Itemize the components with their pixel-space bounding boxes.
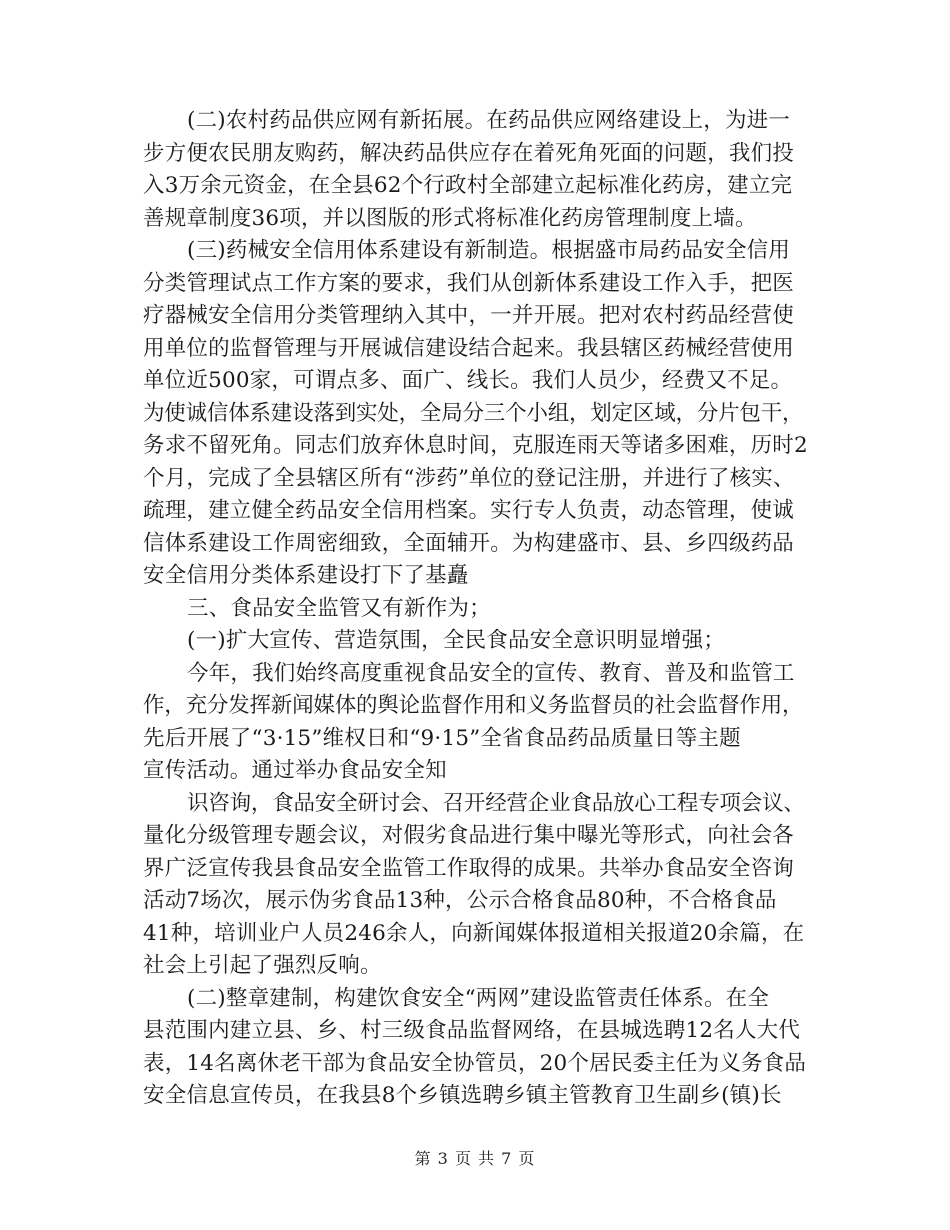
text-line: 用单位的监督管理与开展诚信建设结合起来。我县辖区药械经营使用	[143, 335, 795, 361]
text-line: (二)农村药品供应网有新拓展。在药品供应网络建设上，为进一	[187, 108, 791, 133]
text-line: 表，14名离休老干部为食品安全协管员，20个居民委主任为义务食品	[143, 1050, 807, 1076]
text-line: 入3万余元资金，在全县62个行政村全部建立起标准化药房，建立完	[143, 173, 793, 198]
text-line: 步方便农民朋友购药，解决药品供应存在着死角死面的问题，我们投	[143, 140, 795, 166]
text-line: 分类管理试点工作方案的要求，我们从创新体系建设工作入手，把医	[143, 270, 795, 296]
text-line: 单位近500家，可谓点多、面广、线长。我们人员少，经费又不足。	[143, 368, 793, 393]
document-body	[143, 105, 808, 1113]
text-line: 量化分级管理专题会议，对假劣食品进行集中曝光等形式，向社会各	[143, 823, 795, 848]
text-line: 三、食品安全监管又有新作为；	[187, 595, 491, 621]
text-line: 县范围内建立县、乡、村三级食品监督网络，在县城选聘12名人大代	[143, 1018, 801, 1043]
text-line: 为使诚信体系建设落到实处，全局分三个小组，划定区域，分片包干，	[143, 400, 804, 426]
text-line: (一)扩大宣传、营造氛围，全民食品安全意识明显增强；	[187, 628, 725, 653]
text-line: 界广泛宣传我县食品安全监管工作取得的成果。共举办食品安全咨询	[143, 855, 795, 881]
text-line: 疏理，建立健全药品安全信用档案。实行专人负责，动态管理，使诚	[143, 498, 795, 523]
text-line: 活动7场次，展示伪劣食品13种，公示合格食品80种，不合格食品	[143, 888, 777, 913]
page-footer: 第 3 页 共 7 页	[414, 1149, 536, 1168]
text-line: 信体系建设工作周密细致，全面辅开。为构建盛市、县、乡四级药品	[143, 530, 795, 556]
text-line: 社会上引起了强烈反响。	[143, 953, 382, 978]
text-line: (三)药械安全信用体系建设有新制造。根据盛市局药品安全信用	[187, 238, 791, 263]
text-line: 个月，完成了全县辖区所有“涉药”单位的登记注册，并进行了核实、	[143, 465, 795, 491]
text-line: 安全信用分类体系建设打下了基矗	[143, 563, 469, 588]
text-line: 疗器械安全信用分类管理纳入其中，一并开展。把对农村药品经营使	[143, 303, 795, 328]
text-line: 安全信息宣传员，在我县8个乡镇选聘乡镇主管教育卫生副乡(镇)长	[143, 1083, 782, 1108]
text-line: 41种，培训业户人员246余人，向新闻媒体报道相关报道20余篇，在	[143, 920, 805, 946]
text-line: 先后开展了“3·15”维权日和“9·15”全省食品药品质量日等主题	[143, 725, 741, 751]
text-line: 今年，我们始终高度重视食品安全的宣传、教育、普及和监管工	[187, 660, 795, 686]
text-line: 宣传活动。通过举办食品安全知	[143, 758, 447, 783]
text-line: 作，充分发挥新闻媒体的舆论监督作用和义务监督员的社会监督作用，	[143, 693, 804, 718]
text-line: (二)整章建制，构建饮食安全“两网”建设监管责任体系。在全	[187, 985, 770, 1011]
text-line: 务求不留死角。同志们放弃休息时间，克服连雨天等诸多困难，历时2	[143, 433, 808, 458]
text-line: 识咨询，食品安全研讨会、召开经营企业食品放心工程专项会议、	[187, 790, 805, 816]
text-line: 善规章制度36项，并以图版的形式将标准化药房管理制度上墙。	[143, 205, 757, 231]
